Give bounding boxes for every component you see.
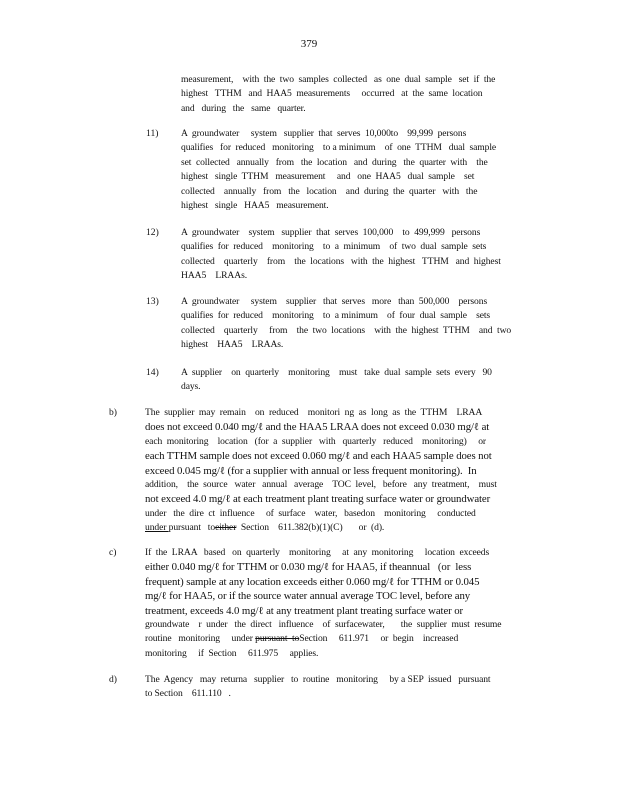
- text-line: monitoring if Section 611.975 applies.: [145, 647, 319, 659]
- text-line: under the dire ct influence of surface water, basedon monitoring conducted: [145, 507, 476, 519]
- text-line: set collected annually from the location and during the quarter with the: [181, 156, 488, 168]
- item-marker-13: 13): [146, 296, 159, 307]
- text-line: each monitoring location (for a supplier with quarterly reduced monitoring) or: [145, 435, 486, 447]
- item-marker-14: 14): [146, 367, 159, 378]
- item-12-paragraph: [181, 226, 501, 284]
- deleted-text: pursuant to: [255, 633, 300, 645]
- section-c-paragraph: [145, 546, 501, 661]
- text-line: highest single HAA5 measurement.: [181, 200, 329, 212]
- text-line: frequent) sample at any location exceeds either 0.060 mg/ℓ for TTHM or 0.045: [145, 575, 480, 588]
- text-line: mg/ℓ for HAA5, or if the source water annual average TOC level, before any: [145, 590, 471, 603]
- amended-text-line: [145, 632, 501, 646]
- text-line: collected quarterly from the two locations with the highest TTHM and two: [181, 324, 512, 336]
- text-line: The supplier may remain on reduced monitori ng as long as the TTHM LRAA: [145, 407, 483, 418]
- item-13-paragraph: [181, 295, 511, 353]
- text-line: qualifies for reduced monitoring to a minimum of four dual sample sets: [181, 310, 491, 322]
- text-run: Section 611.382(b)(1)(C) or (d).: [236, 522, 385, 534]
- item-11-paragraph: [181, 127, 496, 213]
- text-line: treatment, exceeds 4.0 mg/ℓ at any treatment plant treating surface water or: [145, 604, 464, 617]
- text-line: The Agency may returna supplier to routine monitoring by a SEP issued pursuant: [145, 674, 491, 685]
- text-line: measurement, with the two samples collected as one dual sample set if the: [181, 74, 496, 85]
- text-line: days.: [181, 381, 201, 393]
- text-line: each TTHM sample does not exceed 0.060 mg/ℓ and each HAA5 sample does not: [145, 450, 492, 463]
- text-line: qualifies for reduced monitoring to a minimum of two dual sample sets: [181, 241, 487, 253]
- text-run: pursuant to: [168, 522, 216, 534]
- text-line: and during the same quarter.: [181, 102, 306, 114]
- text-line: highest TTHM and HAA5 measurements occurred at the same location: [181, 88, 483, 100]
- text-line: A groundwater system supplier that serves 100,000 to 499,999 persons: [181, 227, 481, 238]
- text-line: groundwate r under the direct influence of surfacewater, the supplier must resume: [145, 619, 502, 631]
- text-line: highest HAA5 LRAAs.: [181, 339, 284, 351]
- continuation-paragraph: [181, 73, 495, 116]
- page-number: 379: [300, 38, 318, 50]
- text-line: not exceed 4.0 mg/ℓ at each treatment plant treating surface water or groundwater: [145, 493, 491, 506]
- text-run: Section 611.971 or begin increased: [299, 633, 459, 645]
- text-line: A groundwater system supplier that serves 10,000to 99,999 persons: [181, 128, 467, 139]
- text-run: routine monitoring under: [145, 633, 256, 645]
- text-line: exceed 0.045 mg/ℓ (for a supplier with annual or less frequent monitoring). In: [145, 464, 477, 477]
- text-line: highest single TTHM measurement and one HAA5 dual sample set: [181, 171, 475, 183]
- section-marker-c: c): [109, 547, 117, 558]
- text-line: either 0.040 mg/ℓ for TTHM or 0.030 mg/ℓ for HAA5, if theannual (or less: [145, 561, 472, 574]
- section-d-paragraph: [145, 673, 491, 702]
- text-line: collected annually from the location and during the quarter with the: [181, 185, 478, 197]
- amended-text-line: [145, 521, 497, 535]
- text-line: qualifies for reduced monitoring to a minimum of one TTHM dual sample: [181, 142, 497, 154]
- text-line: A groundwater system supplier that serves more than 500,000 persons: [181, 296, 488, 307]
- text-line: collected quarterly from the locations with the highest TTHM and highest: [181, 255, 501, 267]
- text-line: to Section 611.110 .: [145, 688, 231, 700]
- item-14-paragraph: [181, 366, 492, 395]
- text-line: does not exceed 0.040 mg/ℓ and the HAA5 LRAA does not exceed 0.030 mg/ℓ at: [145, 421, 490, 434]
- text-line: HAA5 LRAAs.: [181, 270, 248, 282]
- section-marker-b: b): [109, 407, 117, 418]
- text-line: If the LRAA based on quarterly monitoring at any monitoring location exceeds: [145, 547, 490, 558]
- text-line: addition, the source water annual average TOC level, before any treatment, must: [145, 479, 497, 491]
- text-line: A supplier on quarterly monitoring must take dual sample sets every 90: [181, 367, 492, 378]
- deleted-text: either: [215, 522, 237, 534]
- section-marker-d: d): [109, 674, 117, 685]
- item-marker-12: 12): [146, 227, 159, 238]
- item-marker-11: 11): [146, 128, 159, 139]
- section-b-paragraph: [145, 406, 497, 536]
- inserted-text: under: [145, 522, 169, 534]
